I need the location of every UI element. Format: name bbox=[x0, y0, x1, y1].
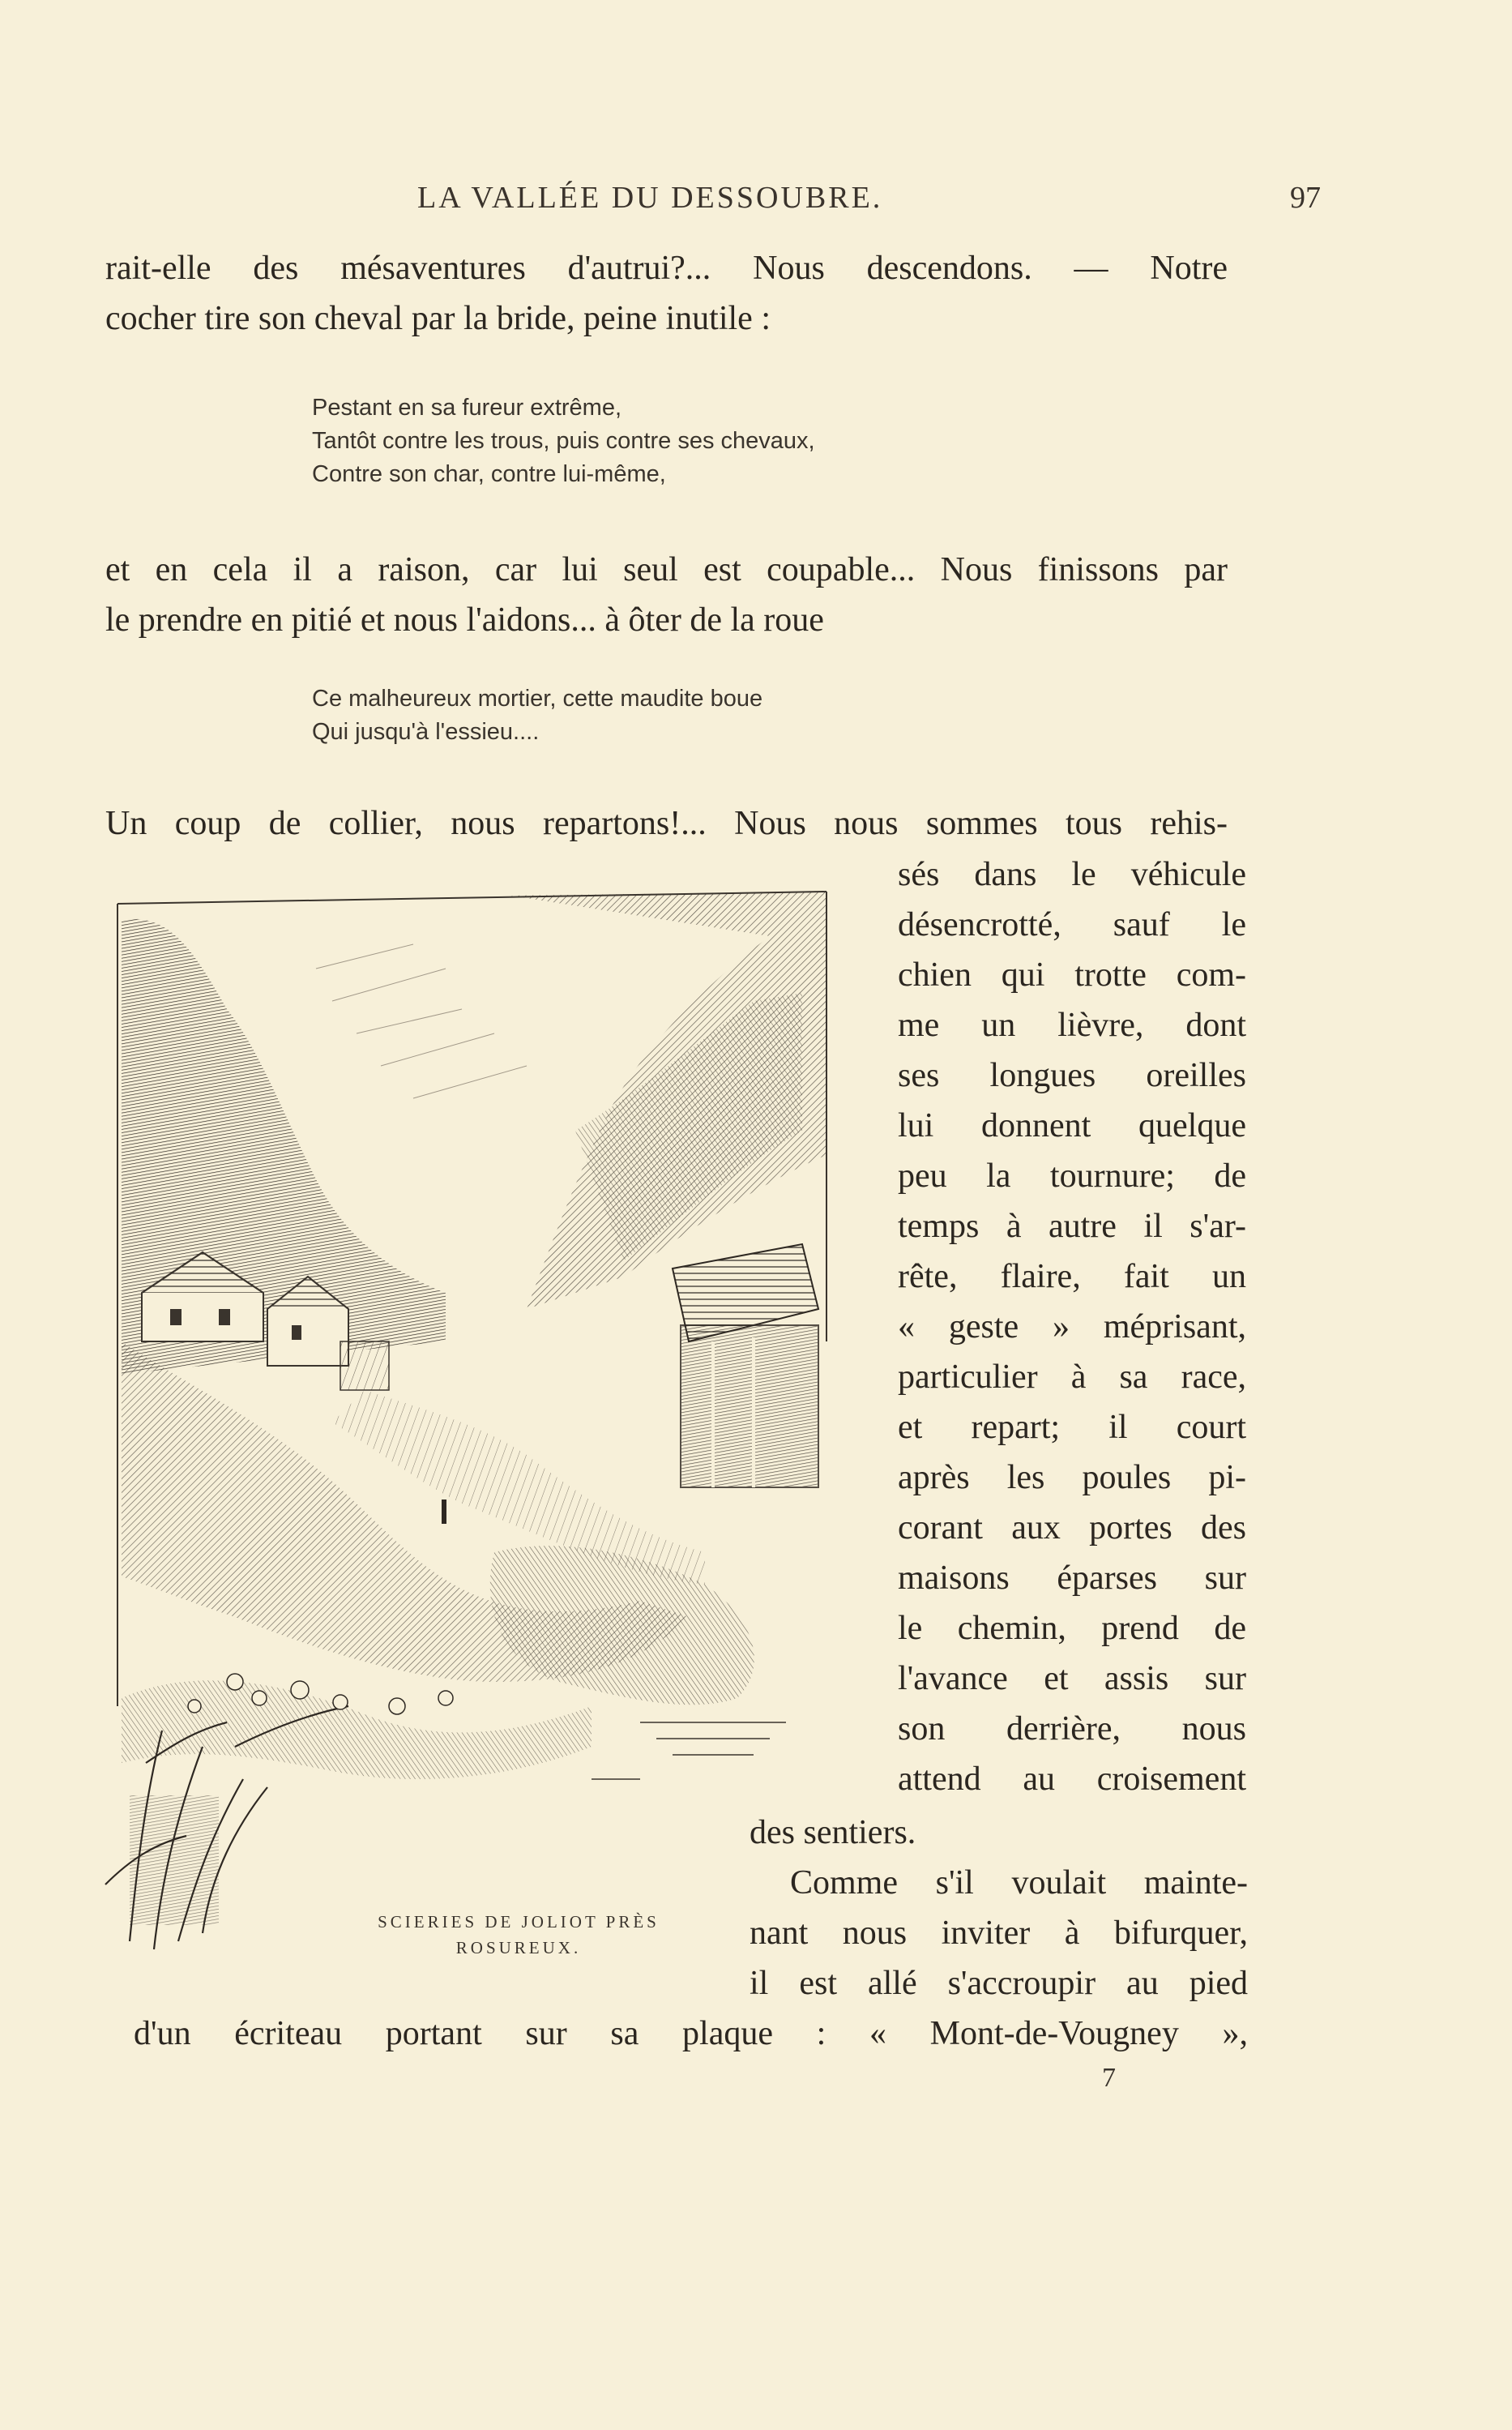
text-line: le prendre en pitié et nous l'aidons... à ôter de la roue bbox=[105, 601, 824, 639]
text-line: d'un écriteau portant sur sa plaque : « Mont-de-Vougney », bbox=[134, 2015, 1248, 2052]
text-line: son derrière, nous bbox=[898, 1710, 1246, 1748]
verse-line: Qui jusqu'à l'essieu.... bbox=[312, 719, 540, 745]
text-line: « geste » méprisant, bbox=[898, 1308, 1246, 1345]
figure-walking bbox=[442, 1499, 446, 1524]
text-line: rait-elle des mésaventures d'autrui?... Nous descendons. — Notre bbox=[105, 250, 1228, 287]
text-line: chien qui trotte com- bbox=[898, 956, 1246, 994]
verse-quote-1 bbox=[312, 391, 815, 491]
page-number: 97 bbox=[1290, 181, 1321, 215]
text-line: corant aux portes des bbox=[898, 1509, 1246, 1547]
text-line: nant nous inviter à bifurquer, bbox=[750, 1914, 1248, 1952]
signature-mark: 7 bbox=[1102, 2063, 1116, 2093]
paragraph-1 bbox=[105, 243, 1228, 344]
figure-caption bbox=[340, 1909, 697, 1961]
text-line: attend au croisement bbox=[898, 1760, 1246, 1798]
text-line: rête, flaire, fait un bbox=[898, 1258, 1246, 1295]
text-line: peu la tournure; de bbox=[898, 1157, 1246, 1195]
sky-strokes bbox=[316, 944, 527, 1098]
text-line: maisons éparses sur bbox=[898, 1559, 1246, 1597]
text-line: me un lièvre, dont bbox=[898, 1007, 1246, 1044]
foreground-grass bbox=[122, 1680, 592, 1779]
page-header bbox=[105, 180, 1321, 220]
bushes-right bbox=[490, 1546, 754, 1705]
text-line: lui donnent quelque bbox=[898, 1107, 1246, 1144]
text-line: après les poules pi- bbox=[898, 1459, 1246, 1496]
paragraph-3-first-line bbox=[105, 798, 1228, 849]
text-line: temps à autre il s'ar- bbox=[898, 1208, 1246, 1245]
running-title: LA VALLÉE DU DESSOUBRE. bbox=[417, 181, 883, 215]
text-line: désencrotté, sauf le bbox=[898, 906, 1246, 943]
text-line: Comme s'il voulait mainte- bbox=[790, 1864, 1248, 1902]
text-line: le chemin, prend de bbox=[898, 1610, 1246, 1647]
verse-line: Tantôt contre les trous, puis contre ses chevaux, bbox=[312, 428, 815, 454]
caption-line-1: SCIERIES DE JOLIOT PRÈS bbox=[378, 1912, 660, 1932]
ground-lines bbox=[592, 1722, 786, 1779]
sawmill-building bbox=[673, 1244, 818, 1487]
text-line: et repart; il court bbox=[898, 1409, 1246, 1446]
text-line: des sentiers. bbox=[750, 1814, 916, 1851]
text-line: ses longues oreilles bbox=[898, 1057, 1246, 1094]
text-line: particulier à sa race, bbox=[898, 1358, 1246, 1396]
text-line: Un coup de collier, nous repartons!... Nous nous sommes tous rehis- bbox=[105, 805, 1228, 842]
caption-line-2: ROSUREUX. bbox=[455, 1938, 582, 1957]
verse-quote-2 bbox=[312, 682, 762, 749]
paragraph-2 bbox=[105, 545, 1228, 645]
text-line: il est allé s'accroupir au pied bbox=[750, 1965, 1248, 2002]
text-line: l'avance et assis sur bbox=[898, 1660, 1246, 1697]
text-line: et en cela il a raison, car lui seul est coupable... Nous finissons par bbox=[105, 551, 1228, 588]
verse-line: Pestant en sa fureur extrême, bbox=[312, 395, 622, 421]
foreground-thicket bbox=[130, 1795, 219, 1925]
paragraph-4-last-line bbox=[134, 2009, 1248, 2059]
text-line: sés dans le véhicule bbox=[898, 856, 1246, 893]
text-line: cocher tire son cheval par la bride, peine inutile : bbox=[105, 300, 771, 337]
verse-line: Ce malheureux mortier, cette maudite boue bbox=[312, 686, 763, 712]
engraving-illustration bbox=[73, 888, 867, 2014]
verse-line: Contre son char, contre lui-même, bbox=[312, 461, 666, 487]
paragraph-3-column bbox=[898, 849, 1246, 1804]
